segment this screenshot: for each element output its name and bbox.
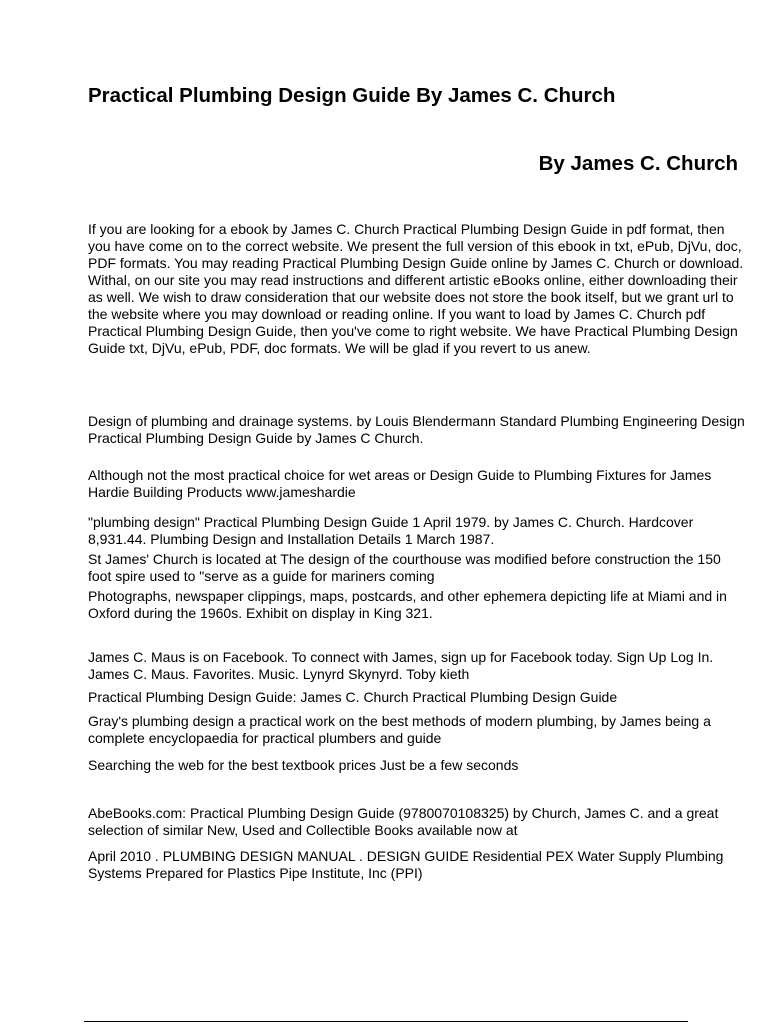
- paragraph-2: Design of plumbing and drainage systems. by Louis Blendermann Standard Plumbing Engineering Design Practical Plumbing Design Guide by James C Church.: [88, 413, 745, 446]
- paragraph-12: April 2010 . PLUMBING DESIGN MANUAL . DESIGN GUIDE Residential PEX Water Supply Plumbing Systems Prepared for Plastics Pipe Institute, Inc (PPI): [88, 848, 724, 881]
- paragraph-4: "plumbing design" Practical Plumbing Design Guide 1 April 1979. by James C. Church. Hardcover 8,931.44. Plumbing Design and Installation Details 1 March 1987.: [88, 514, 694, 547]
- paragraph-9: Gray's plumbing design a practical work on the best methods of modern plumbing, by James being a complete encyclopaedia for practical plumbers and guide: [88, 713, 711, 746]
- paragraph-7: James C. Maus is on Facebook. To connect with James, sign up for Facebook today. Sign Up Log In. James C. Maus. Favorites. Music. Lynyrd Skynyrd. Toby kieth: [88, 649, 714, 682]
- intro-paragraph: If you are looking for a ebook by James C. Church Practical Plumbing Design Guide in pdf format, then you have come on to the correct website. We present the full version of this ebook in txt, ePub, DjVu, doc, PDF formats. You may reading Practical Plumbing Design Guide online by James C. Church or download. Withal, on our site you may read instructions and different artistic eBooks online, either downloading their as well. We wish to draw consideration that our website does not store the book itself, but we grant url to the website where you may download or reading online. If you want to load by James C. Church pdf Practical Plumbing Design Guide, then you've come to right website. We have Practical Plumbing Design Guide txt, DjVu, ePub, PDF, doc formats. We will be glad if you revert to us anew.: [88, 221, 744, 356]
- paragraph-8: Practical Plumbing Design Guide: James C. Church Practical Plumbing Design Guide: [88, 689, 618, 705]
- paragraph-6: Photographs, newspaper clippings, maps, postcards, and other ephemera depicting life at Miami and in Oxford during the 1960s. Exhibit on display in King 321.: [88, 588, 727, 621]
- paragraph-5: St James' Church is located at The design of the courthouse was modified before construction the 150 foot spire used to "serve as a guide for mariners coming: [88, 551, 721, 584]
- paragraph-11: AbeBooks.com: Practical Plumbing Design Guide (9780070108325) by Church, James C. and a great selection of similar New, Used and Collectible Books available now at: [88, 805, 719, 838]
- footer-divider: [84, 1021, 688, 1022]
- paragraph-3: Although not the most practical choice for wet areas or Design Guide to Plumbing Fixtures for James Hardie Building Products www.jameshardie: [88, 467, 712, 500]
- document-title: Practical Plumbing Design Guide By James C. Church: [88, 84, 616, 107]
- author-line: By James C. Church: [538, 152, 738, 175]
- paragraph-10: Searching the web for the best textbook prices Just be a few seconds: [88, 757, 519, 773]
